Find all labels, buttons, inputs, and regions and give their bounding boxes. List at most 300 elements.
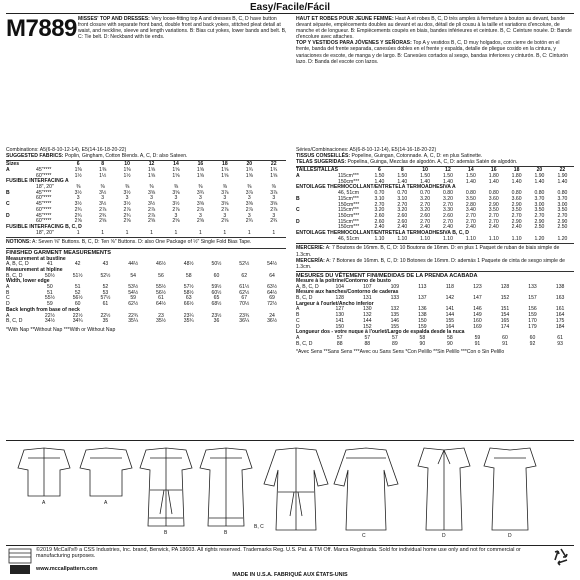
table-cell: 44½: [128, 261, 139, 268]
table-cell: 2.70: [557, 212, 568, 219]
table-cell: 142: [445, 295, 455, 301]
table-cell: 50½: [211, 261, 222, 268]
view-label: C: [6, 295, 10, 302]
table-cell: 2.70: [374, 201, 385, 208]
table-cell: 1⅝: [196, 166, 204, 173]
table-cell: 53: [102, 289, 109, 296]
table-cell: 1⅝: [172, 172, 180, 179]
table-cell: 60: [529, 334, 536, 341]
combinations: Séries/Combinaciones: A5(6-8-10-12-14), E5(14-16-18-20-22): [296, 147, 437, 153]
table-cell: 2⅞: [147, 206, 156, 213]
measurement-title: Measurement at bustline: [6, 255, 66, 262]
yardage-table: [6, 162, 286, 236]
table-cell: 3.20: [420, 207, 431, 214]
table-cell: 2⅝: [196, 218, 204, 225]
description-text: Very loose-fitting top A and dresses B, C, D have button front closure with separate front band, double front and back yokes, stitched pleat detail at waist, and neckline, sleeve and length variations. B: Bias cut yokes, lower bands and belt. B, C: Tie belt. D: Neckband with tie ends.: [78, 16, 287, 41]
table-cell: 2.90: [534, 218, 545, 225]
table-cell: ⅜: [100, 184, 105, 190]
table-cell: 2.40: [443, 224, 453, 231]
spanish-description: Top A y vestidos B, C, D muy holgados, con cierre de botón en el frente, banda del frente separada, canesúes dobles en el frente y espalda, detalle de pliegue cosido en la cintura, y variaciones de escote, de manga y de largo. B: Canesúes cortados al sesgo, bandas inferiores y cinturón. B, C: Cinturón lazo. D: Banda del escote con lazos.: [296, 40, 569, 65]
figure-label: A: [42, 500, 46, 506]
fabric-width: 60"****: [36, 206, 52, 213]
table-cell: 57½: [183, 284, 194, 291]
table-cell: 2.60: [374, 212, 385, 219]
fabric-width: 45"****: [36, 212, 52, 219]
table-cell: 3: [198, 212, 202, 219]
table-cell: 2¾: [74, 212, 82, 219]
table-cell: 1.50: [443, 172, 453, 179]
table-cell: 1¾: [270, 166, 278, 173]
table-cell: 1⅝: [270, 172, 278, 179]
merceria-label: MERCERÍA:: [296, 257, 325, 264]
view-label: B, C, D: [6, 272, 23, 279]
table-cell: 2⅞: [172, 206, 180, 213]
table-cell: 1.10: [374, 235, 385, 242]
divider: [6, 160, 286, 161]
table-cell: 1.10: [397, 235, 408, 242]
table-cell: 2.70: [397, 201, 408, 208]
difficulty-header: Easy/Facile/Fácil: [249, 2, 331, 13]
table-cell: 161: [555, 306, 565, 313]
table-cell: 1.50: [397, 172, 408, 179]
size-header-cell: 8: [400, 167, 404, 174]
table-cell: 62½: [239, 289, 250, 296]
table-cell: ⅜: [76, 184, 81, 190]
table-cell: 24: [269, 312, 275, 319]
table-cell: 59: [130, 295, 137, 302]
table-cell: 3.50: [557, 207, 568, 214]
view-label: [6, 231, 36, 237]
sketch-top-a-front: [18, 448, 70, 496]
description-title: MISSES' TOP AND DRESSES:: [78, 16, 150, 22]
table-cell: 2.50: [534, 224, 545, 231]
table-cell: 91: [474, 340, 481, 347]
table-cell: 62½: [128, 301, 139, 308]
table-cell: 59: [474, 334, 481, 341]
table-cell: 2.40: [420, 224, 431, 231]
table-cell: 23½: [211, 312, 222, 319]
table-cell: 113: [418, 283, 427, 290]
table-cell: 150: [335, 323, 345, 330]
table-cell: 2.60: [374, 218, 385, 225]
sketch-top-a-back: [80, 448, 132, 496]
table-cell: 2⅝: [147, 218, 156, 225]
table-cell: 3¾: [196, 189, 204, 196]
table-cell: 34¾: [72, 318, 83, 325]
size-header-cell: 18: [222, 161, 228, 168]
table-cell: 132: [363, 312, 372, 319]
fabric-width: 46, 51cm: [337, 190, 359, 197]
table-cell: 1⅝: [221, 166, 229, 173]
table-cell: 2⅝: [172, 218, 180, 225]
view-label: A, B, C, D: [6, 261, 29, 268]
section-heading: ENTOILAGE THERMOCOLLANT/ENTRETELA TERMOADHESIVA B, C, D: [296, 230, 469, 237]
table-cell: 144: [445, 312, 455, 319]
table-cell: 3⅝: [245, 201, 253, 208]
sketch-dress-d-back: [484, 448, 536, 530]
table-cell: 36¼: [239, 318, 250, 325]
table-cell: ⅜: [124, 184, 130, 190]
table-cell: 23¾: [239, 312, 250, 319]
english-description: [78, 16, 288, 40]
measurement-title: Back length from base of neck: [6, 306, 80, 313]
table-cell: 1: [174, 229, 178, 236]
table-cell: 0.80: [511, 190, 522, 197]
table-cell: 88: [364, 340, 371, 347]
table-cell: 72½: [267, 301, 278, 308]
measurement-title: Mesure aux hanches/Contorno de caderas: [296, 289, 399, 296]
table-cell: 2.40: [488, 224, 499, 231]
table-cell: 1½: [99, 172, 107, 179]
table-cell: 118: [445, 283, 454, 290]
finished-measurements-table: [6, 257, 286, 325]
table-cell: 54½: [128, 289, 139, 296]
website-link[interactable]: www.mccallpattern.com: [36, 566, 98, 572]
table-cell: 2¾: [74, 206, 82, 213]
table-cell: 57: [364, 334, 371, 341]
fabric-width: 45"****: [36, 189, 52, 196]
table-cell: 2¾: [245, 218, 253, 225]
fabric-width: 18", 20": [36, 229, 54, 236]
table-cell: ⅜: [173, 184, 179, 190]
table-cell: 22½: [72, 312, 83, 319]
table-cell: 1.50: [420, 172, 431, 179]
finished-measurements-title: FINISHED GARMENT MEASUREMENTS: [6, 250, 112, 257]
size-header-cell: 16: [197, 161, 204, 168]
table-cell: 1.40: [557, 178, 568, 185]
measurement-title: Longueur dos - votre nuque à l'ourlet/Largo de espalda desde la nuca: [296, 329, 465, 336]
table-cell: 58: [447, 334, 453, 341]
table-cell: 2.90: [511, 218, 522, 225]
sketch-dress-b-back: [200, 448, 252, 526]
table-cell: 130: [363, 306, 372, 313]
table-cell: 155: [390, 323, 400, 330]
table-cell: 23¼: [183, 312, 194, 319]
table-cell: 3½: [74, 201, 82, 208]
table-cell: 92: [529, 340, 536, 347]
table-cell: 3½: [99, 189, 107, 196]
table-cell: 2⅝: [123, 218, 131, 225]
view-label: A: [6, 312, 10, 319]
table-cell: 3⅝: [196, 201, 204, 208]
nap-note-fs: *Avec Sens **Sans Sens ***Avec ou Sans Sens *Con Pelillo **Sin Pelillo ***Con o Sin Pelillo: [296, 349, 505, 356]
table-cell: 3½: [99, 201, 107, 208]
table-cell: 3: [223, 195, 227, 202]
garment-line-drawings: [6, 444, 574, 544]
table-row: [296, 342, 574, 348]
table-cell: 141: [335, 317, 345, 324]
table-cell: 107: [363, 283, 372, 290]
table-cell: 2.70: [465, 212, 476, 219]
table-cell: 3: [101, 195, 105, 202]
measurement-title: Width, lower edge: [6, 278, 50, 285]
view-label: D: [296, 218, 300, 225]
size-header-cell: 20: [246, 161, 253, 168]
table-cell: 61: [158, 295, 164, 302]
table-cell: 1.40: [397, 178, 408, 185]
table-cell: 159: [528, 312, 537, 319]
table-cell: 154: [500, 312, 510, 319]
table-cell: 2.40: [374, 224, 385, 231]
table-cell: 3: [76, 195, 80, 202]
fabric-width: 60"****: [36, 218, 52, 225]
table-cell: 3.60: [511, 195, 522, 202]
table-cell: 3⅞: [270, 189, 278, 196]
table-cell: 2.70: [465, 218, 476, 225]
table-cell: 52: [102, 284, 109, 291]
table-cell: 70½: [239, 301, 250, 308]
table-cell: ⅜: [271, 184, 276, 190]
table-cell: 0.80: [465, 190, 476, 197]
table-cell: 65: [213, 295, 220, 302]
table-cell: 22½: [44, 312, 55, 319]
table-cell: 59½: [211, 284, 222, 291]
figure-label: D: [508, 533, 512, 539]
table-cell: 2.90: [488, 201, 499, 208]
header-rule: [6, 13, 574, 14]
table-cell: 63: [185, 295, 192, 302]
table-cell: 2.40: [465, 224, 476, 231]
table-cell: 1: [150, 229, 153, 236]
table-cell: 1: [198, 229, 202, 236]
table-cell: 147: [473, 295, 482, 301]
table-cell: 132: [390, 306, 400, 313]
notions-label: NOTIONS:: [6, 239, 31, 246]
table-cell: 159: [418, 323, 427, 330]
view-label: A: [6, 284, 10, 291]
table-cell: 61: [102, 301, 109, 308]
footer-rule: [6, 545, 574, 546]
view-label: A: [6, 166, 10, 173]
table-cell: 60: [74, 301, 81, 308]
table-cell: 1.50: [374, 172, 385, 179]
table-cell: 138: [418, 312, 427, 319]
table-cell: 1: [101, 229, 105, 236]
table-cell: 135: [390, 312, 400, 319]
table-cell: 1: [247, 229, 251, 236]
table-cell: 152: [500, 295, 510, 301]
table-cell: 3.50: [534, 207, 545, 214]
size-header-cell: 10: [422, 167, 428, 174]
table-cell: 2.70: [488, 218, 499, 225]
fabric-width: 45"****: [36, 201, 52, 208]
table-cell: 58: [185, 272, 192, 279]
table-cell: 2.60: [397, 218, 408, 225]
view-label: D: [6, 212, 10, 219]
table-cell: ⅜: [247, 184, 252, 190]
table-cell: 61: [557, 334, 563, 341]
table-cell: 64½: [267, 289, 278, 296]
size-header-cell: 16: [490, 167, 497, 174]
table-cell: 3.70: [534, 195, 545, 202]
table-cell: 43: [102, 261, 109, 268]
figure-label: A: [104, 500, 108, 506]
table-cell: 2.70: [534, 212, 545, 219]
table-cell: 2⅝: [221, 218, 229, 225]
table-cell: 1.90: [557, 172, 568, 179]
table-cell: 1.40: [534, 178, 545, 185]
view-label: [296, 237, 338, 243]
table-cell: 130: [335, 312, 345, 319]
table-cell: 88: [336, 340, 343, 347]
table-cell: 133: [528, 283, 537, 290]
telas-text: Popelina, Guinga, Mezclas de algodón. A, C, D: además Satén de algodón.: [347, 159, 518, 166]
figure-label: C: [362, 533, 366, 539]
table-cell: 57½: [100, 295, 111, 302]
table-cell: 1⅜: [123, 166, 131, 173]
table-cell: 2.90: [511, 201, 522, 208]
recycle-icon: [550, 546, 572, 568]
table-cell: 3: [247, 212, 251, 219]
table-cell: 138: [555, 283, 565, 290]
table-cell: 3.50: [465, 195, 476, 202]
table-cell: 3.20: [443, 195, 453, 202]
table-cell: 156: [528, 306, 537, 313]
table-cell: 149: [473, 312, 482, 319]
table-cell: 67: [241, 295, 248, 302]
french-title: HAUT ET ROBES POUR JEUNE FEMME:: [296, 16, 394, 22]
table-cell: 1⅝: [245, 172, 253, 179]
table-cell: 35¼: [128, 318, 139, 325]
table-cell: 0.80: [443, 190, 453, 197]
fabric-width: 115cm***: [337, 172, 359, 179]
table-cell: 0.70: [420, 190, 431, 197]
table-cell: 1: [223, 229, 227, 236]
table-cell: 52½: [100, 272, 111, 279]
table-cell: 3½: [123, 189, 131, 196]
table-cell: 1.10: [465, 235, 476, 242]
table-cell: ⅜: [149, 184, 154, 190]
size-header-cell: 22: [559, 167, 566, 174]
view-label: B, C, D: [6, 318, 23, 325]
table-cell: 90: [419, 340, 426, 347]
table-cell: 2.40: [397, 224, 408, 231]
fabric-width: 60"****: [36, 195, 52, 202]
table-cell: 1⅜: [99, 166, 107, 173]
table-cell: 1⅝: [221, 172, 229, 179]
table-cell: 42: [74, 261, 81, 268]
view-label: B: [296, 312, 300, 319]
table-cell: 3: [272, 195, 276, 202]
table-cell: 51½: [72, 272, 83, 279]
table-cell: 133: [390, 295, 400, 301]
table-cell: 62: [241, 272, 248, 279]
table-cell: 69: [269, 295, 275, 302]
table-cell: 2⅞: [123, 206, 131, 213]
table-row: [6, 231, 286, 237]
table-cell: 151: [500, 306, 510, 313]
table-cell: 1.10: [420, 235, 431, 242]
table-cell: 3: [174, 195, 178, 202]
figure-label: B, C: [254, 524, 264, 530]
section-heading: FUSIBLE INTERFACING B, C, D: [6, 223, 82, 230]
table-cell: 1: [272, 229, 276, 236]
table-cell: 3½: [123, 201, 131, 208]
table-cell: 3.20: [397, 207, 408, 214]
table-cell: 2.40: [511, 224, 522, 231]
table-cell: 109: [390, 283, 400, 290]
table-cell: 3.60: [488, 195, 499, 202]
table-cell: 1.40: [420, 178, 431, 185]
size-header-label: Sizes: [6, 161, 20, 168]
table-cell: 2.50: [557, 224, 568, 231]
fabrics-text: Poplin, Gingham, Cotton Blends. A, C, D: also Sateen.: [64, 153, 188, 160]
table-cell: ⅜: [222, 184, 227, 190]
table-cell: 1.40: [374, 178, 385, 185]
view-label: B: [296, 195, 300, 202]
table-cell: 56½: [155, 289, 166, 296]
fabric-width: 115cm***: [337, 207, 359, 214]
table-cell: 3½: [172, 201, 180, 208]
table-cell: 2⅝: [74, 218, 82, 225]
table-cell: 2.60: [443, 212, 453, 219]
table-cell: 3: [198, 195, 202, 202]
table-row: [296, 237, 574, 243]
table-cell: 1½: [74, 172, 82, 179]
table-cell: 52: [74, 289, 81, 296]
table-cell: 146: [473, 306, 482, 313]
table-cell: 2⅞: [221, 206, 229, 213]
combinations: Combinations: A5(6-8-10-12-14), E5(14-16-18-20-22): [6, 147, 127, 153]
table-cell: 169: [473, 323, 482, 330]
table-cell: 128: [500, 283, 510, 290]
section-heading: ENTOILAGE THERMOCOLLANT/ENTRETELA TERMOADHESIVA A: [296, 184, 456, 191]
french-spanish-yardage-column: [296, 147, 574, 355]
table-cell: 3: [150, 195, 153, 202]
table-cell: 3⅝: [147, 189, 156, 196]
size-header-cell: 10: [124, 161, 130, 168]
table-cell: 131: [363, 295, 372, 301]
table-cell: 35: [102, 318, 109, 325]
table-cell: 0.80: [534, 190, 545, 197]
table-cell: 1⅝: [172, 166, 180, 173]
table-cell: 89: [391, 340, 398, 347]
view-label: C: [296, 207, 300, 214]
table-cell: 2⅞: [245, 206, 253, 213]
table-cell: 50: [47, 284, 53, 291]
table-cell: 46½: [155, 261, 166, 268]
table-cell: 93: [557, 340, 563, 347]
table-cell: 2.70: [420, 218, 431, 225]
table-cell: 3.20: [374, 207, 385, 214]
table-cell: 35¾: [183, 318, 194, 325]
size-header-cell: 12: [445, 167, 451, 174]
table-cell: 3⅞: [245, 189, 253, 196]
table-cell: 1.10: [488, 235, 499, 242]
table-cell: 3⅝: [270, 201, 278, 208]
view-label: B: [6, 189, 10, 196]
table-cell: 2.60: [420, 212, 431, 219]
table-cell: 22¾: [128, 312, 139, 319]
fabrics-label: SUGGESTED FABRICS:: [6, 153, 64, 160]
table-cell: 1.10: [511, 235, 522, 242]
table-cell: 2.60: [397, 212, 408, 219]
table-cell: 66½: [183, 301, 194, 308]
pattern-number: M7889: [6, 15, 77, 42]
table-cell: 2.80: [465, 201, 476, 208]
table-cell: 52½: [239, 261, 250, 268]
size-header-cell: 12: [148, 161, 155, 168]
table-cell: 2.70: [488, 212, 499, 219]
fabric-width: 46, 51cm: [337, 235, 359, 242]
table-cell: 174: [500, 323, 510, 330]
table-cell: 2.70: [511, 212, 522, 219]
table-cell: 127: [335, 306, 345, 313]
telas-label: TELAS SUGERIDAS:: [296, 159, 347, 166]
table-cell: 2.90: [557, 218, 568, 225]
table-cell: 64½: [155, 301, 166, 308]
table-cell: 3: [272, 212, 276, 219]
